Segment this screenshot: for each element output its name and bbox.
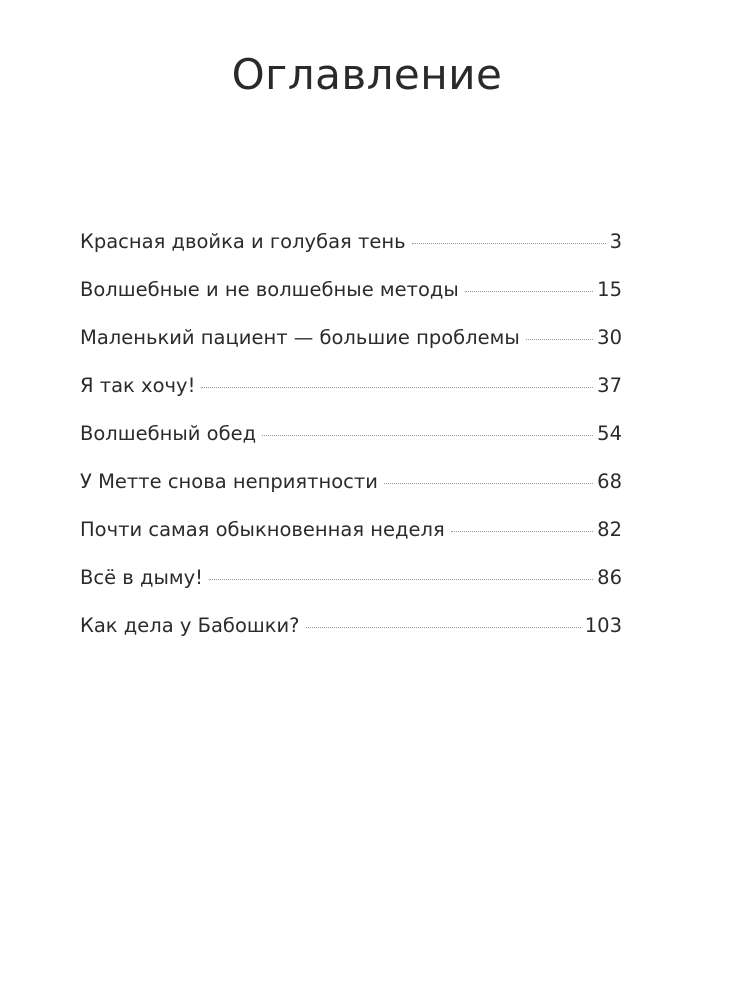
toc-entry[interactable] <box>80 278 622 326</box>
toc-entry-title: Я так хочу! <box>80 374 196 397</box>
dot-leader <box>201 387 593 388</box>
toc-entry[interactable] <box>80 326 622 374</box>
toc-entry-title: Волшебные и не волшебные методы <box>80 278 459 301</box>
dot-leader <box>451 531 593 532</box>
dot-leader <box>384 483 593 484</box>
dot-leader <box>209 579 593 580</box>
toc-entry[interactable] <box>80 374 622 422</box>
toc-entry-title: Маленький пациент — большие проблемы <box>80 326 520 349</box>
toc-entry-title: Красная двойка и голубая тень <box>80 230 406 253</box>
toc-entry[interactable] <box>80 614 622 662</box>
toc-entry-page-number: 37 <box>597 374 622 397</box>
toc-entry-title: Как дела у Бабошки? <box>80 614 300 637</box>
dot-leader <box>306 627 581 628</box>
toc-entry-page-number: 30 <box>597 326 622 349</box>
dot-leader <box>526 339 593 340</box>
toc-entry-title: Почти самая обыкновенная неделя <box>80 518 445 541</box>
toc-entry-page-number: 86 <box>597 566 622 589</box>
page-title: Оглавление <box>231 50 503 99</box>
toc-entry-page-number: 68 <box>597 470 622 493</box>
toc-entry-page-number: 3 <box>609 230 622 253</box>
toc-entry-title: У Метте снова неприятности <box>80 470 378 493</box>
toc-entry-page-number: 103 <box>584 614 622 637</box>
toc-entry-page-number: 82 <box>597 518 622 541</box>
toc-entry-title: Волшебный обед <box>80 422 257 445</box>
dot-leader <box>465 291 593 292</box>
toc-entry-title: Всё в дыму! <box>80 566 203 589</box>
toc-entry[interactable] <box>80 230 622 278</box>
toc-entry[interactable] <box>80 518 622 566</box>
toc-entry-page-number: 54 <box>597 422 622 445</box>
dot-leader <box>262 435 593 436</box>
dot-leader <box>412 243 606 244</box>
toc-entry[interactable] <box>80 566 622 614</box>
toc-entry-page-number: 15 <box>597 278 622 301</box>
table-of-contents <box>80 230 622 662</box>
toc-entry[interactable] <box>80 470 622 518</box>
toc-entry[interactable] <box>80 422 622 470</box>
